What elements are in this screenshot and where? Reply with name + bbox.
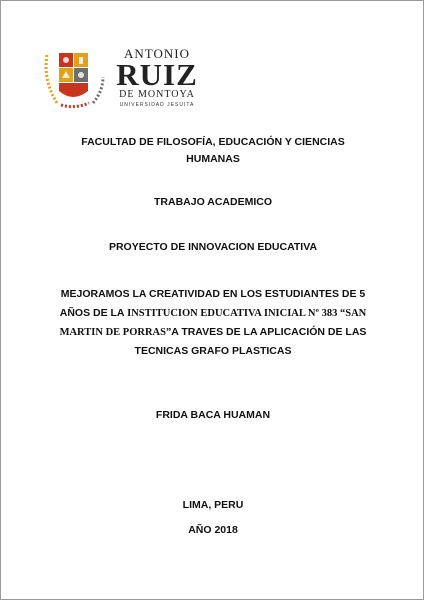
year: AÑO 2018 bbox=[188, 524, 238, 536]
faculty-line-2: HUMANAS bbox=[186, 153, 240, 165]
brand-main: RUIZ bbox=[116, 57, 198, 92]
title-line-2 bbox=[53, 304, 373, 323]
title-line-3b: A TRAVES DE LA APLICACIÓN DE LAS bbox=[171, 326, 367, 338]
faculty-heading bbox=[61, 134, 365, 168]
title-line-2b: INSTITUCION EDUCATIVA INICIAL Nº 383 “SAN bbox=[124, 308, 367, 319]
brand-top: ANTONIO bbox=[124, 46, 190, 61]
title-line-3 bbox=[53, 323, 373, 342]
brand-tagline: UNIVERSIDAD JESUITA bbox=[119, 102, 195, 108]
place: LIMA, PERU bbox=[182, 499, 244, 511]
university-logo bbox=[41, 47, 201, 109]
project-label: PROYECTO DE INNOVACION EDUCATIVA bbox=[108, 241, 318, 253]
author-name: FRIDA BACA HUAMAN bbox=[155, 409, 271, 421]
university-seal-icon bbox=[41, 47, 107, 109]
work-type: TRABAJO ACADEMICO bbox=[153, 196, 273, 208]
faculty-line-1: FACULTAD DE FILOSOFÍA, EDUCACIÓN Y CIENCIAS bbox=[81, 136, 345, 148]
brand-sub: DE MONTOYA bbox=[119, 89, 195, 100]
university-wordmark bbox=[111, 47, 203, 109]
thesis-title bbox=[53, 285, 373, 361]
title-line-2a: AÑOS DE LA bbox=[59, 307, 125, 319]
title-line-3a: MARTIN DE PORRAS” bbox=[59, 327, 172, 338]
title-line-4: TECNICAS GRAFO PLASTICAS bbox=[134, 345, 292, 357]
title-line-1: MEJORAMOS LA CREATIVIDAD EN LOS ESTUDIANTES DE 5 bbox=[60, 288, 366, 300]
